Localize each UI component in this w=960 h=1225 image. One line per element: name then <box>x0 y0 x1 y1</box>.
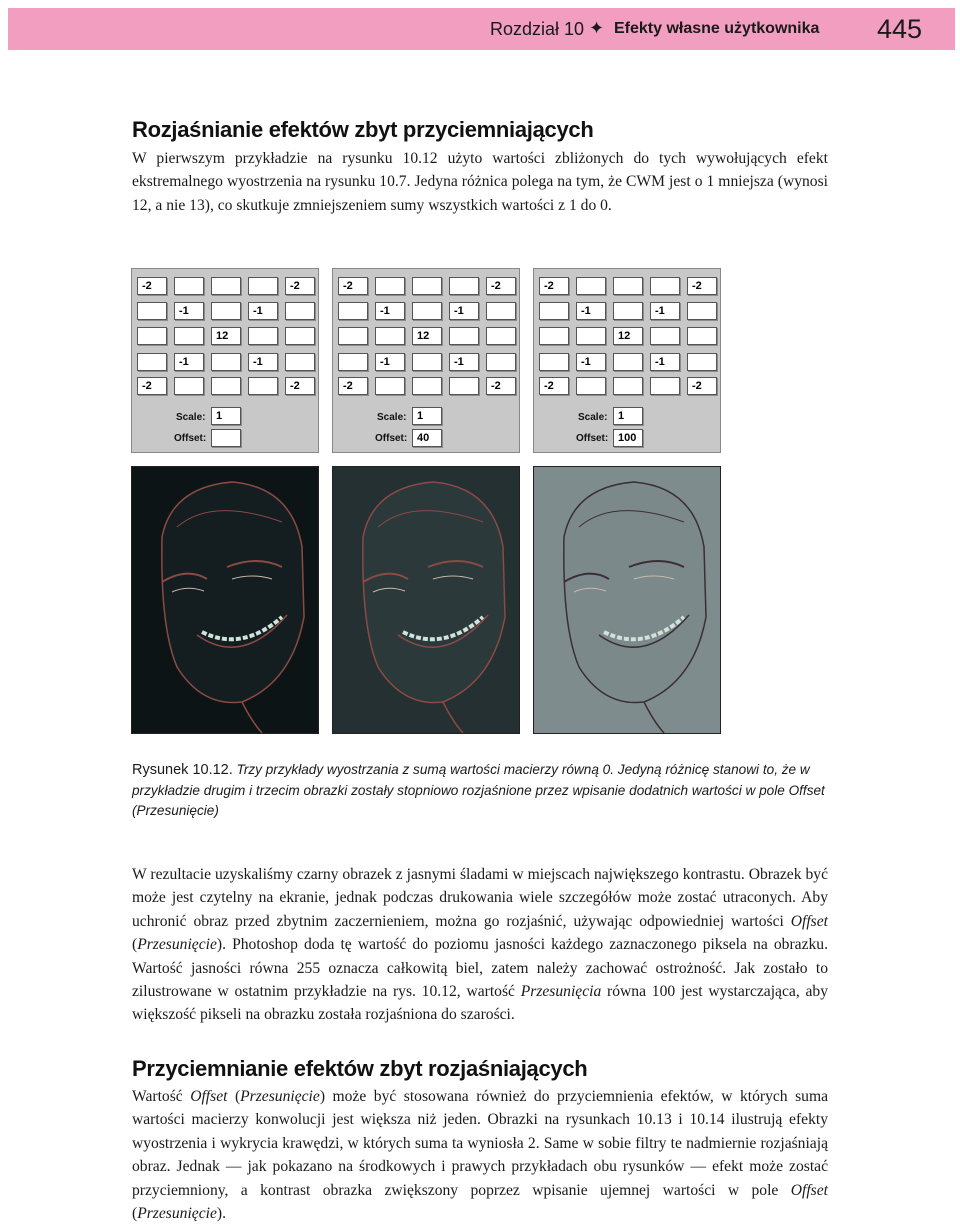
matrix-cell[interactable] <box>211 277 241 295</box>
matrix-cell[interactable]: -2 <box>137 277 167 295</box>
caption-label: Rysunek 10.12. <box>132 762 233 778</box>
chapter-label: Rozdział 10 <box>490 19 585 39</box>
matrix-cell[interactable] <box>375 377 405 395</box>
matrix-cell[interactable] <box>449 327 479 345</box>
matrix-cell[interactable]: -2 <box>137 377 167 395</box>
term-przesuniecie: Przesunięcie <box>240 1088 320 1105</box>
matrix-cell[interactable] <box>375 277 405 295</box>
matrix-cell[interactable] <box>412 377 442 395</box>
matrix-cell[interactable] <box>137 327 167 345</box>
matrix-cell[interactable]: -1 <box>650 353 680 371</box>
term-przesuniecia: Przesunięcia <box>520 983 602 1001</box>
matrix-cell[interactable] <box>613 277 643 295</box>
matrix-cell[interactable] <box>613 302 643 320</box>
matrix-cell[interactable]: -1 <box>248 353 278 371</box>
running-header <box>8 8 955 50</box>
matrix-cell[interactable] <box>285 327 315 345</box>
offset-label: Offset: <box>375 433 408 444</box>
matrix-cell[interactable] <box>211 302 241 320</box>
matrix-cell[interactable] <box>576 277 606 295</box>
matrix-cell[interactable]: -1 <box>576 302 606 320</box>
matrix-cell[interactable]: -1 <box>449 353 479 371</box>
matrix-cell[interactable] <box>211 353 241 371</box>
matrix-cell[interactable] <box>650 327 680 345</box>
result-paragraph <box>132 863 828 1027</box>
term-offset: Offset <box>790 1181 828 1199</box>
caption-text: Trzy przykłady wyostrzania z sumą wartości macierzy równą 0. Jedyną różnicę stanowi to, że w przykładzie drugim i trzecim obrazki zostały stopniowo rozjaśnione przez wpisanie dodatnich wartości w pole Offset (Przesunięcie) <box>132 762 825 818</box>
matrix-cell[interactable] <box>375 327 405 345</box>
matrix-cell[interactable] <box>338 353 368 371</box>
matrix-cell[interactable] <box>412 302 442 320</box>
matrix-cell[interactable] <box>486 302 516 320</box>
scale-label: Scale: <box>578 412 608 423</box>
scale-label: Scale: <box>377 412 407 423</box>
matrix-cell[interactable] <box>687 327 717 345</box>
filtered-portrait-photo <box>533 466 721 734</box>
matrix-cell[interactable] <box>650 277 680 295</box>
offset-field[interactable]: 40 <box>412 429 442 447</box>
text-run: ( <box>227 1088 241 1105</box>
filtered-portrait-photo <box>131 466 319 734</box>
darkening-paragraph <box>132 1085 828 1225</box>
matrix-cell[interactable] <box>285 353 315 371</box>
matrix-cell[interactable]: -1 <box>248 302 278 320</box>
text-run: W rezultacie uzyskaliśmy czarny obrazek z jasnymi śladami w miejscach największego kontrastu. Obrazek być może jest czytelny na ekranie, jednak podczas drukowania wiele szczegółów może zostać utraconych. Aby uchronić obraz przed zbytnim zaczernieniem, można go rozjaśnić, używając odpowiedniej wartości <box>132 866 828 930</box>
matrix-cell[interactable] <box>486 353 516 371</box>
matrix-cell[interactable]: -2 <box>687 377 717 395</box>
offset-label: Offset: <box>174 433 207 444</box>
matrix-cell[interactable]: -2 <box>539 277 569 295</box>
text-run: Wartość <box>132 1088 191 1105</box>
matrix-cell[interactable]: -1 <box>650 302 680 320</box>
matrix-cell[interactable]: -1 <box>375 302 405 320</box>
chapter-title: Efekty własne użytkownika <box>614 20 820 37</box>
matrix-panel-1 <box>131 268 319 453</box>
offset-field[interactable]: 100 <box>613 429 643 447</box>
term-przesuniecie: Przesunięcie <box>137 936 217 954</box>
matrix-cell[interactable] <box>174 377 204 395</box>
offset-label: Offset: <box>576 433 609 444</box>
matrix-panel-2 <box>332 268 520 453</box>
matrix-cell[interactable] <box>539 302 569 320</box>
matrix-cell[interactable]: 12 <box>211 327 241 345</box>
matrix-cell[interactable] <box>137 353 167 371</box>
matrix-cell[interactable]: -2 <box>486 377 516 395</box>
matrix-cell[interactable]: -2 <box>338 277 368 295</box>
matrix-cell[interactable]: -2 <box>687 277 717 295</box>
scale-field[interactable]: 1 <box>412 407 442 425</box>
matrix-cell[interactable]: -1 <box>174 302 204 320</box>
matrix-cell[interactable] <box>412 353 442 371</box>
scale-field[interactable]: 1 <box>613 407 643 425</box>
matrix-cell[interactable] <box>412 277 442 295</box>
matrix-cell[interactable] <box>338 327 368 345</box>
matrix-cell[interactable] <box>174 277 204 295</box>
matrix-cell[interactable] <box>248 277 278 295</box>
matrix-cell[interactable] <box>576 377 606 395</box>
text-run: ). Photoshop doda tę wartość do poziomu jasności każdego zaznaczonego piksela na obrazku. Wartość jasności równa 255 oznacza całkowitą biel, zatem należy zachować ostrożność. Jak zostało to zilustrowane w ostatnim przykładzie na rys. 10.12, wartość <box>132 936 828 1001</box>
matrix-cell[interactable] <box>248 377 278 395</box>
matrix-cell[interactable] <box>539 327 569 345</box>
matrix-cell[interactable] <box>613 377 643 395</box>
matrix-cell[interactable]: -2 <box>338 377 368 395</box>
matrix-cell[interactable] <box>137 302 167 320</box>
matrix-cell[interactable] <box>576 327 606 345</box>
matrix-cell[interactable]: -1 <box>174 353 204 371</box>
matrix-cell[interactable]: -1 <box>576 353 606 371</box>
matrix-cell[interactable]: -2 <box>285 377 315 395</box>
section-heading-brightening: Rozjaśnianie efektów zbyt przyciemniających <box>132 117 594 142</box>
matrix-cell[interactable] <box>613 353 643 371</box>
matrix-cell[interactable] <box>248 327 278 345</box>
matrix-cell[interactable]: -1 <box>449 302 479 320</box>
matrix-cell[interactable]: 12 <box>613 327 643 345</box>
matrix-panel-3 <box>533 268 721 453</box>
offset-field[interactable] <box>211 429 241 447</box>
filtered-portrait-photo <box>332 466 520 734</box>
matrix-cell[interactable]: -2 <box>486 277 516 295</box>
matrix-cell[interactable] <box>211 377 241 395</box>
matrix-cell[interactable]: -2 <box>285 277 315 295</box>
page-number: 445 <box>877 14 923 44</box>
term-przesuniecie: Przesunięcie <box>137 1205 217 1223</box>
matrix-cell[interactable] <box>174 327 204 345</box>
matrix-cell[interactable] <box>449 377 479 395</box>
matrix-cell[interactable] <box>338 302 368 320</box>
matrix-cell[interactable] <box>687 302 717 320</box>
matrix-cell[interactable]: -2 <box>539 377 569 395</box>
scale-label: Scale: <box>176 412 206 423</box>
term-offset: Offset <box>190 1088 228 1105</box>
section-heading-darkening: Przyciemnianie efektów zbyt rozjaśniających <box>132 1056 588 1081</box>
matrix-cell[interactable] <box>285 302 315 320</box>
text-run: równa 100 jest wystarczająca, aby większość pikseli na obrazku została rozjaśniona do szarości. <box>132 983 829 1024</box>
matrix-cell[interactable] <box>486 327 516 345</box>
text-run: ). <box>216 1205 226 1223</box>
text-run: ( <box>132 936 138 954</box>
matrix-cell[interactable]: -1 <box>375 353 405 371</box>
figure-caption <box>132 760 832 822</box>
matrix-cell[interactable]: 12 <box>412 327 442 345</box>
scale-field[interactable]: 1 <box>211 407 241 425</box>
text-run: ) może być stosowana również do przyciemnienia efektów, w których suma wartości macierzy konwolucji jest większa niż jeden. Obrazki na rysunkach 10.13 i 10.14 ilustrują efekty wyostrzenia i wykrycia krawędzi, w których suma ta wyniosła 2. Same w sobie filtry te nadmiernie rozjaśniają obraz. Jednak — jak pokazano na środkowych i prawych przykładach obu rysunków — efekt może zostać przyciemniony, a kontrast obrazka zwiększony poprzez wpisanie ujemnej wartości w pole <box>132 1088 829 1199</box>
matrix-cell[interactable] <box>449 277 479 295</box>
intro-paragraph: W pierwszym przykładzie na rysunku 10.12 użyto wartości zbliżonych do tych wywołujących efekt ekstremalnego wyostrzenia na rysunku 10.7. Jedyna różnica polega na tym, że CWM jest o 1 mniejsza (wynosi 12, a nie 13), co skutkuje zmniejszeniem sumy wszystkich wartości z 1 do 0. <box>132 150 828 214</box>
matrix-cell[interactable] <box>650 377 680 395</box>
text-run: ( <box>132 1205 138 1223</box>
matrix-cell[interactable] <box>539 353 569 371</box>
matrix-cell[interactable] <box>687 353 717 371</box>
separator-icon: ✦ <box>589 18 605 38</box>
term-offset: Offset <box>790 912 828 930</box>
